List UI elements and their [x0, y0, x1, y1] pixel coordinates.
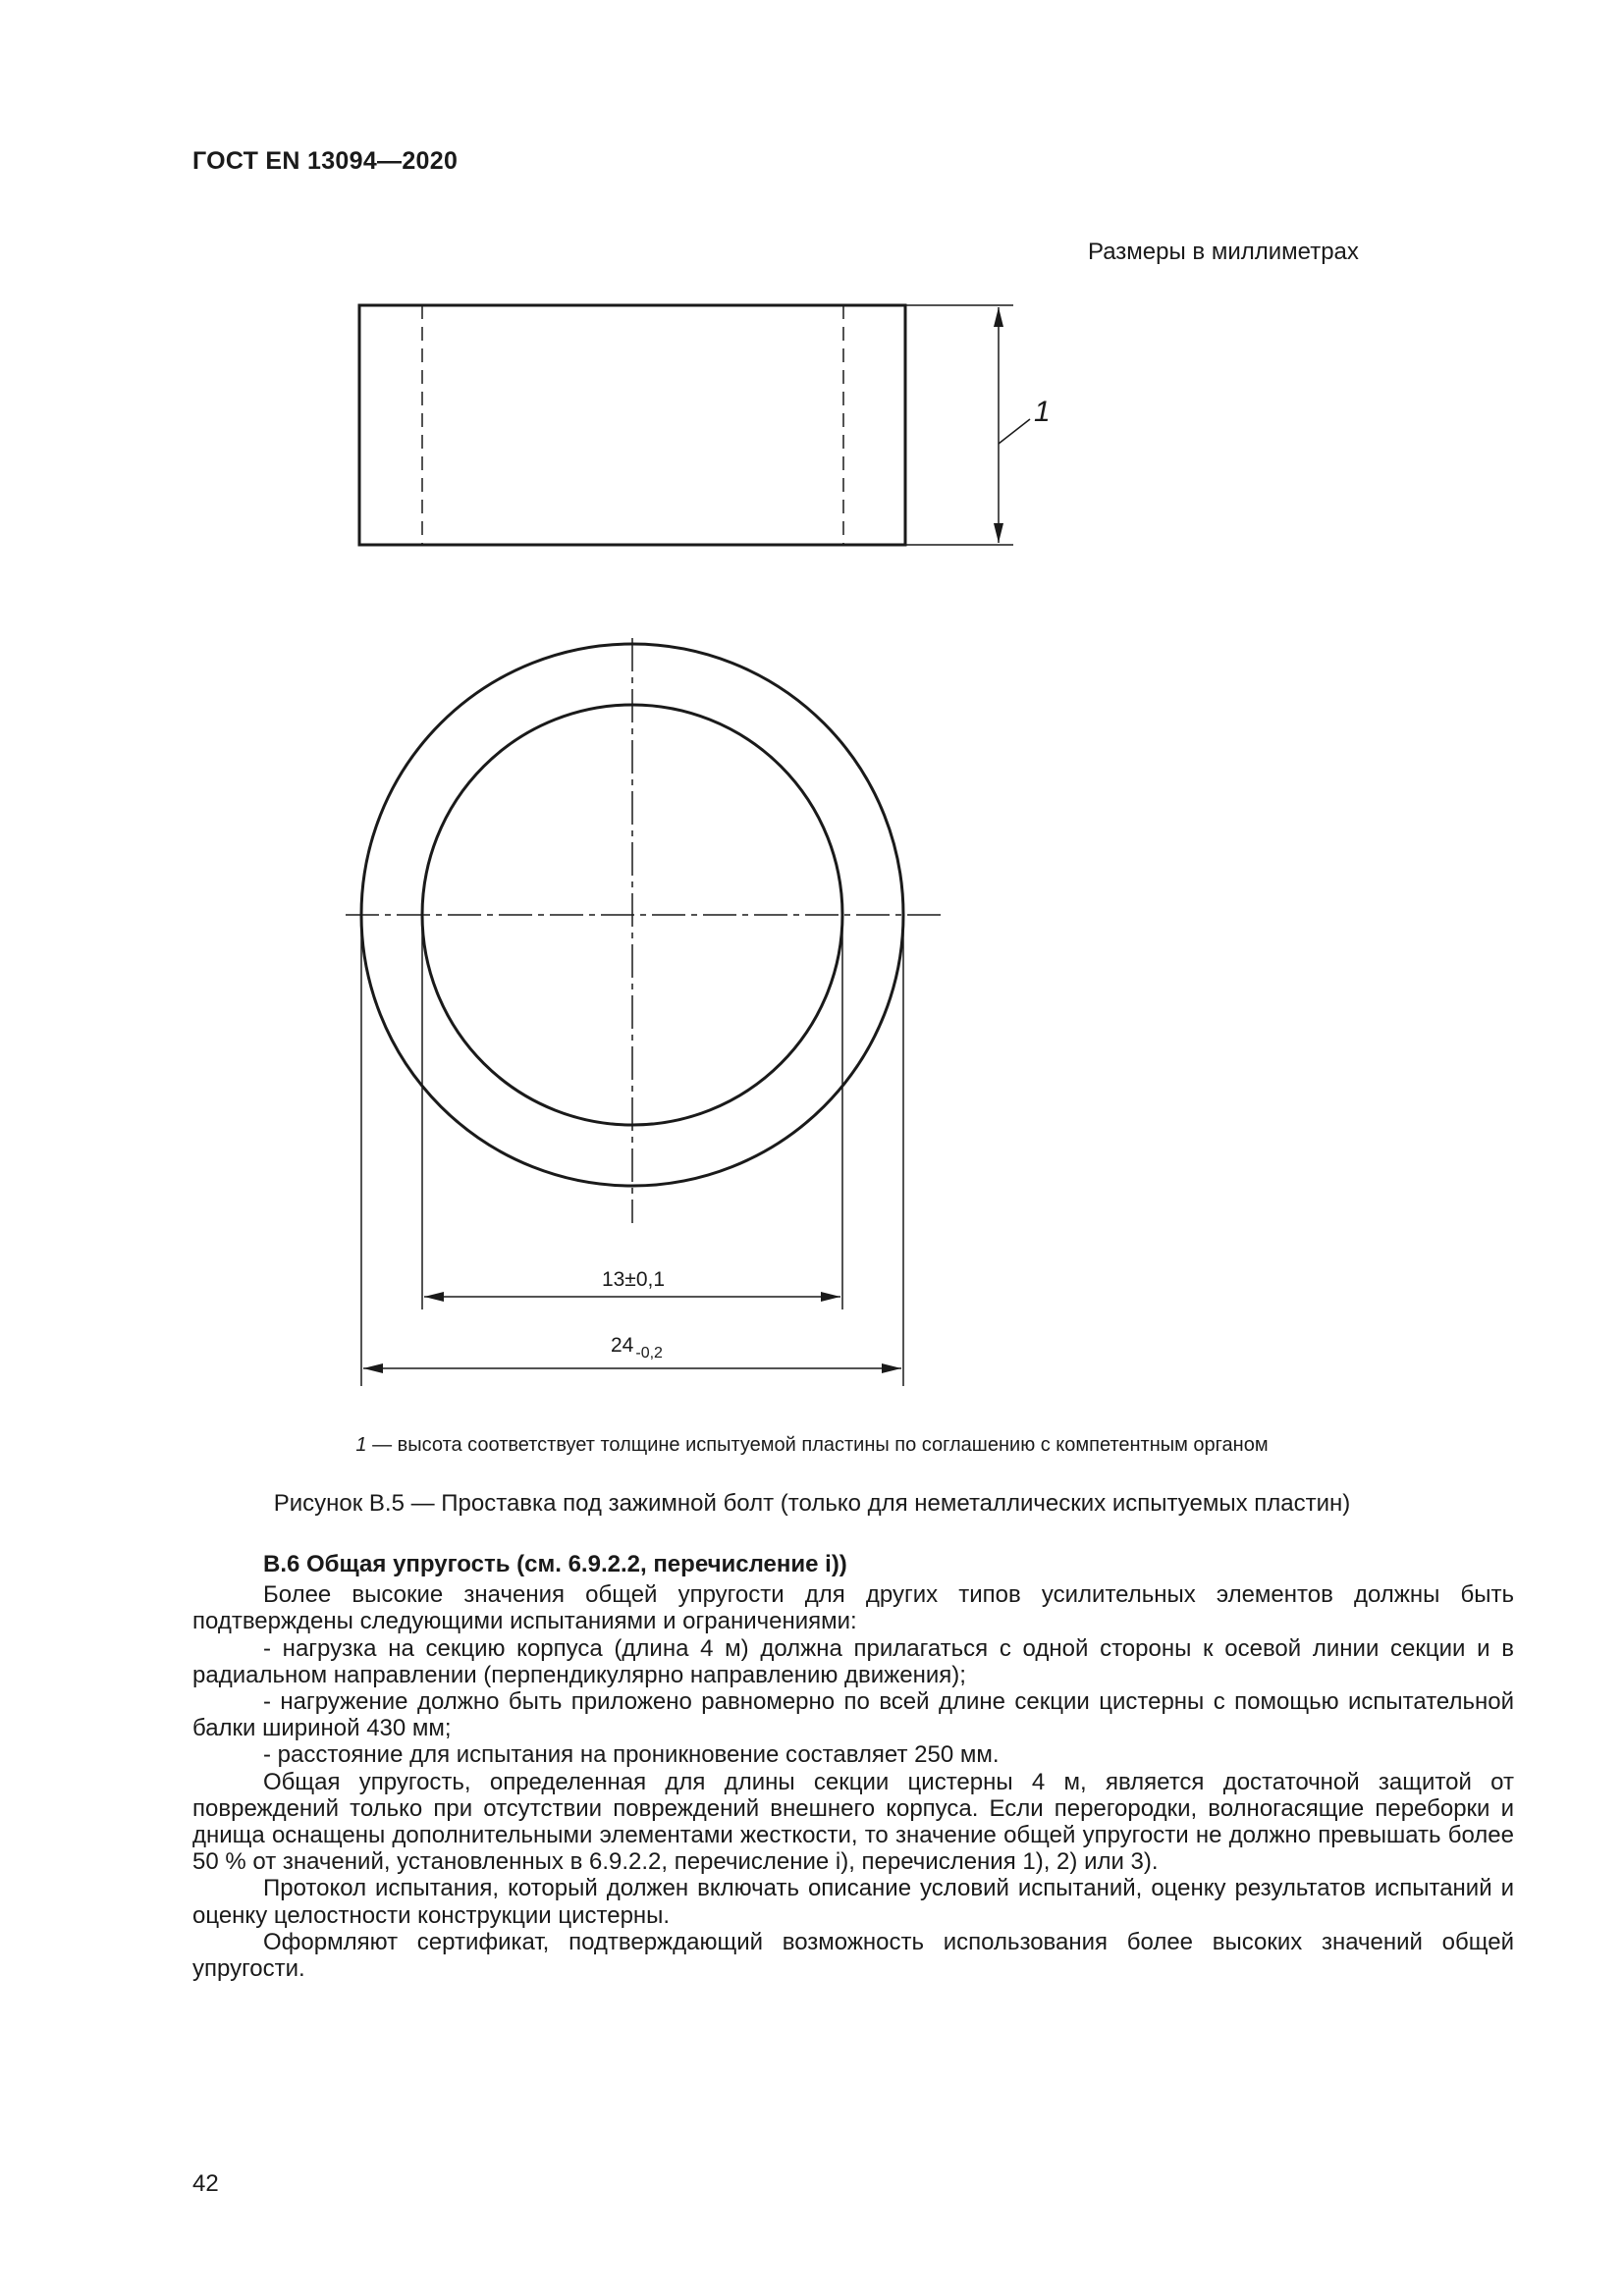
legend-key-number: 1 [355, 1434, 367, 1456]
outer-diameter-label [611, 1334, 663, 1362]
paragraph: Протокол испытания, который должен включать описание условий испытаний, оценку результатов испытаний и оценку целостности конструкции цистерны. [192, 1875, 1514, 1929]
units-note: Размеры в миллиметрах [1088, 239, 1359, 265]
paragraph: Оформляют сертификат, подтверждающий возможность использования более высоких значений общей упругости. [192, 1928, 1514, 1983]
paragraph: Более высокие значения общей упругости для других типов усилительных элементов должны быть подтверждены следующими испытаниями и ограничениями: [192, 1581, 1514, 1635]
paragraph: - расстояние для испытания на проникновение составляет 250 мм. [263, 1741, 1000, 1769]
side-view-outline [359, 305, 905, 545]
key-label-1: 1 [1034, 396, 1051, 428]
inner-diameter-label: 13±0,1 [601, 1268, 666, 1291]
section-title: В.6 Общая упругость (см. 6.9.2.2, перечисление i)) [263, 1551, 847, 1577]
section-body [192, 1551, 1514, 1982]
document-header: ГОСТ EN 13094—2020 [192, 147, 459, 175]
outer-diameter-tolerance: -0,2 [635, 1345, 663, 1362]
legend-text: — высота соответствует толщине испытуемой пластины по соглашению с компетентным органом [366, 1434, 1269, 1456]
paragraph: - нагружение должно быть приложено равномерно по всей длине секции цистерны с помощью испытательной балки шириной 430 мм; [192, 1688, 1514, 1742]
key-leader-line [999, 419, 1030, 444]
paragraph: - нагрузка на секцию корпуса (длина 4 м) должна прилагаться с одной стороны к осевой линии секции и в радиальном направлении (перпендикулярно направлению движения); [192, 1634, 1514, 1688]
paragraph: Общая упругость, определенная для длины секции цистерны 4 м, является достаточной защитой от повреждений только при отсутствии повреждений внешнего корпуса. Если перегородки, волногасящие переборки и днища оснащены дополнительными элементами жесткости, то значение общей упругости не должно превышать более 50 % от значений, установленных в 6.9.2.2, перечисление i), перечисления 1), 2) или 3). [192, 1768, 1514, 1876]
outer-diameter-base: 24 [611, 1334, 634, 1357]
page-number: 42 [192, 2170, 219, 2197]
figure-caption: Рисунок В.5 — Проставка под зажимной болт (только для неметаллических испытуемых пластин) [273, 1490, 1351, 1517]
figure-legend [0, 1434, 1624, 1457]
